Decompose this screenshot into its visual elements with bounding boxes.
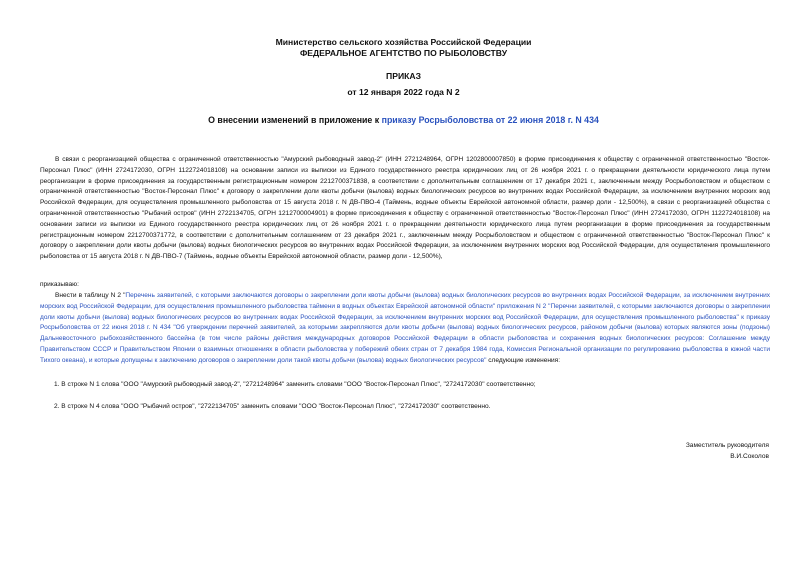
ministry-name: Министерство сельского хозяйства Российской Федерации	[275, 37, 532, 47]
signatory-position: Заместитель руководителя	[685, 442, 769, 449]
document-title	[0, 115, 807, 125]
signatory-name: В.И.Соколов	[730, 453, 769, 460]
document-date: от 12 января 2022 года N 2	[347, 87, 460, 97]
agency-name: ФЕДЕРАЛЬНОЕ АГЕНТСТВО ПО РЫБОЛОВСТВУ	[299, 48, 508, 58]
table-name-link[interactable]: Перечень заявителей, с которыми заключаются договоры о закреплении доли квоты добычи (вылова) водных биологических ресурсов во внутренних водах Российской Федерации, за исключением внутренних морских вод Российской Федерации, для осуществления промышленного рыболовства таймени в водных объектах Еврейской автономной области"	[40, 292, 771, 310]
list-item-1: 1. В строке N 1 слова "ООО "Амурский рыбоводный завод-2", "2721248964" заменить словами "ООО "Восток-Персонал Плюс", "2724172030" соответственно;	[54, 381, 536, 388]
title-order-link[interactable]: приказу Росрыболовства от 22 июня 2018 г. N 434	[381, 115, 599, 125]
main-paragraph-end: следующие изменения:	[486, 356, 561, 364]
preamble-paragraph: В связи с реорганизацией общества с ограниченной ответственностью "Амурский рыбоводный завод-2" (ИНН 2721248964, ОГРН 1202800007850) в форме присоединения к обществу с ограниченной ответственностью "Восток-Персонал Плюс" (ИНН 2724172030, ОГРН 1122724018108) на основании записи из выписки из Единого государственного реестра юридических лиц от 26 ноября 2021 г. о прекращении деятельности юридического лица путем реорганизации в форме присоединения за государственным регистрационным номером 2212700371838, в соответствии с дополнительным соглашением от 17 декабря 2021 г., заключенным между Росрыболовством и обществом с ограниченной ответственностью "Восток-Персонал Плюс" к договору о закреплении доли квоты добычи (вылова) водных биологических ресурсов во внутренних водах Российской Федерации, за исключением внутренних морских вод Российской Федерации, для осуществления промышленного рыболовства от 15 августа 2018 г. N ДВ-ПВО-4 (Таймень, водные объекты Еврейской автономной области, размер доли - 12,500%), в связи с реорганизацией общества с ограниченной ответственностью "Рыбачий остров" (ИНН 2722134705, ОГРН 1212700004901) в форме присоединения к обществу с ограниченной ответственностью "Восток-Персонал Плюс" (ИНН 2724172030, ОГРН 1122724018108) на основании записи из выписки из Единого государственного реестра юридических лиц от 26 ноября 2021 г. о прекращении деятельности юридического лица путем реорганизации в форме присоединения за государственным регистрационным номером 2212700371772, в соответствии с дополнительным соглашением от 23 декабря 2021 г., заключенным между Росрыболовством и обществом с ограниченной ответственностью "Восток-Персонал Плюс" к договору о закреплении доли квоты добычи (вылова) водных биологических ресурсов во внутренних водах Российской Федерации, за исключением внутренних морских вод Российской Федерации, для осуществления промышленного рыболовства от 15 августа 2018 г. N ДВ-ПВО-7 (Таймень, водные объекты Еврейской автономной области, размер доли - 12,500%),	[40, 156, 770, 261]
main-paragraph	[40, 291, 770, 367]
appendix-link[interactable]: приложения N 2 "Перечни заявителей, с которыми заключаются договоры о закреплении доли квоты добычи (вылова) водных биологических ресурсов во внутренних водах Российской Федерации, за исключением внутренних морских вод Российской Федерации, для осуществления промышленного рыболовства" к приказу Росрыболовства от 22 июня 2018 г. N 434 "Об утверждении перечней заявителей, за которыми закрепляются доли квоты добычи (вылова) водных биологических ресурсов, районом добычи (вылова) которых являются зоны (подзоны) Дальневосточного рыбохозяйственного бассейна (в том числе районы действия международных договоров Российской Федерации в области рыболовства и сохранения водных биологических ресурсов: Соглашение между Правительством СССР и Правительством Японии о взаимных отношениях в области рыболовства у побережий обеих стран от 7 декабря 1984 года, Комиссия Региональной организации по регулированию рыболовства в южной части Тихого океана), и которые допущены к заключению договоров о закреплении доли такой квоты добычи (вылова) водных биологических ресурсов"	[40, 302, 771, 364]
list-item-2: 2. В строке N 4 слова "ООО "Рыбачий остров", "2722134705" заменить словами "ООО "Восток-Персонал Плюс", "2724172030" соответственно.	[54, 403, 491, 410]
document-type: ПРИКАЗ	[386, 71, 421, 81]
main-paragraph-start: Внести в таблицу N 2 "	[55, 292, 126, 299]
title-prefix: О внесении изменений в приложение к	[208, 115, 382, 125]
ordered-label: приказываю:	[40, 281, 79, 288]
